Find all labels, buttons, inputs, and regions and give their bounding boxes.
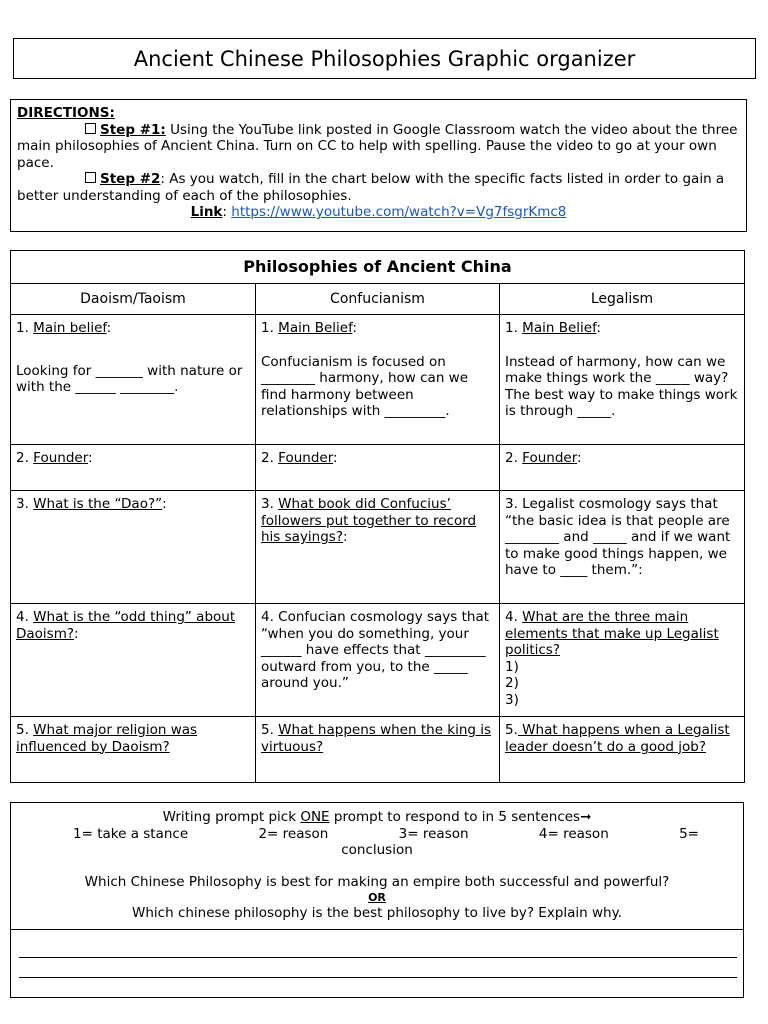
list-item: 1)	[505, 658, 519, 675]
step-2-label: Step #2	[100, 171, 161, 187]
scale-item: 1= take a stance	[73, 825, 189, 842]
prompt-one: ONE	[300, 809, 330, 825]
confucianism-main-belief-cell[interactable]	[256, 315, 500, 445]
column-header-confucianism: Confucianism	[256, 284, 500, 315]
daoism-religion-cell[interactable]	[11, 717, 256, 783]
daoism-main-belief-cell[interactable]	[11, 315, 256, 445]
answer-line[interactable]	[19, 958, 737, 978]
item-label: What is the “odd thing” about Daoism?	[16, 609, 236, 642]
item-label: What book did Confucius’ followers put together to record his sayings?	[261, 496, 477, 545]
step-1	[17, 122, 740, 172]
title-box	[13, 38, 756, 79]
item-label: Main Belief	[522, 320, 597, 336]
link-label: Link	[190, 204, 223, 220]
legalism-founder-cell[interactable]	[500, 445, 745, 491]
link-separator: :	[222, 204, 232, 220]
item-colon: :	[577, 450, 582, 466]
scale-item: 5=	[679, 825, 699, 842]
item-number: 5.	[16, 722, 34, 738]
item-body: Instead of harmony, how can we make things work the _____ way? The best way to make things work is through _____.	[505, 353, 738, 419]
item-label: Main belief	[33, 320, 107, 336]
confucianism-book-cell[interactable]	[256, 491, 500, 604]
directions-box	[10, 99, 747, 232]
item-label: What major religion was influenced by Daoism?	[16, 722, 198, 755]
checkbox-icon	[85, 123, 96, 134]
item-colon: :	[343, 529, 348, 545]
daoism-founder-cell[interactable]	[11, 445, 256, 491]
column-header-legalism: Legalism	[500, 284, 745, 315]
prompt-text: Writing prompt pick	[162, 809, 301, 825]
scale-item: 2= reason	[258, 825, 329, 842]
item-colon: :	[106, 320, 112, 336]
daoism-dao-cell[interactable]	[11, 491, 256, 604]
item-number: 4.	[16, 609, 34, 625]
answer-line[interactable]	[19, 938, 737, 958]
item-number: 5.	[261, 722, 279, 738]
item-colon: :	[74, 625, 79, 642]
item-number: 1.	[505, 320, 523, 336]
directions-heading: DIRECTIONS:	[17, 105, 115, 121]
item-label: What happens when a Legalist leader doesn’t do a good job?	[505, 722, 730, 755]
item-number: 2.	[505, 450, 523, 466]
scale-item: 3= reason	[398, 825, 469, 842]
item-number: 5.	[505, 722, 518, 738]
checkbox-icon	[85, 172, 96, 183]
sentence-scale	[11, 826, 743, 843]
item-body: 4. Confucian cosmology says that “when you do something, your ______ have effects that _________ outward from you, to the _____ around you.”	[261, 609, 490, 691]
link-line	[17, 204, 740, 221]
scale-conclusion: conclusion	[341, 842, 413, 858]
item-label: Founder	[522, 450, 578, 466]
item-body: 3. Legalist cosmology says that “the basic idea is that people are ________ and _____ and if we want to make good things happen, we have to ____ them.”:	[505, 496, 731, 578]
list-item: 3)	[505, 691, 519, 708]
item-number: 3.	[261, 496, 279, 512]
writing-prompt-box	[10, 802, 744, 998]
youtube-link[interactable]: https://www.youtube.com/watch?v=Vg7fsgrKmc8	[231, 204, 567, 220]
step-2-text: : As you watch, fill in the chart below with the specific facts listed in order to gain a better understanding of each of the philosophies.	[17, 171, 725, 204]
confucianism-founder-cell[interactable]	[256, 445, 500, 491]
item-label: Founder	[33, 450, 89, 466]
item-number: 3.	[16, 496, 34, 512]
item-body: Confucianism is focused on ________ harmony, how can we find harmony between relationships with _________.	[261, 353, 469, 419]
list-item: 2)	[505, 675, 519, 691]
item-number: 2.	[261, 450, 279, 466]
item-number: 1.	[261, 320, 279, 336]
item-colon: :	[88, 450, 93, 466]
item-colon: :	[162, 496, 167, 512]
or-separator: OR	[368, 891, 386, 904]
confucianism-cosmology-cell[interactable]	[256, 604, 500, 717]
prompt-instruction	[11, 809, 743, 826]
prompt-question-2: Which chinese philosophy is the best philosophy to live by? Explain why.	[132, 904, 622, 921]
legalism-elements-cell[interactable]	[500, 604, 745, 717]
answer-line[interactable]	[19, 978, 737, 998]
prompt-text: prompt to respond to in 5 sentences➞	[329, 809, 592, 825]
legalism-cosmology-cell[interactable]	[500, 491, 745, 604]
column-header-daoism: Daoism/Taoism	[11, 284, 256, 315]
prompt-question-1: Which Chinese Philosophy is best for making an empire both successful and powerful?	[84, 873, 670, 890]
page-title: Ancient Chinese Philosophies Graphic organizer	[133, 46, 636, 71]
confucianism-virtuous-king-cell[interactable]	[256, 717, 500, 783]
item-label: What happens when the king is virtuous?	[261, 722, 492, 755]
step-2	[17, 171, 740, 204]
item-colon: :	[596, 320, 601, 336]
scale-item: 4= reason	[538, 825, 609, 842]
step-1-text: Using the YouTube link posted in Google Classroom watch the video about the three main philosophies of Ancient China. Turn on CC to help with spelling. Pause the video to go at your own pace.	[17, 121, 738, 171]
chart-title: Philosophies of Ancient China	[11, 251, 745, 284]
item-number: 2.	[16, 450, 34, 466]
item-number: 4.	[505, 609, 523, 625]
legalism-main-belief-cell[interactable]	[500, 315, 745, 445]
item-colon: :	[352, 320, 357, 336]
item-body: Looking for _______ with nature or with the ______ ________.	[16, 362, 243, 395]
item-label: What is the “Dao?”	[33, 496, 163, 512]
philosophies-chart	[10, 250, 745, 783]
answer-area[interactable]	[11, 929, 743, 998]
step-1-label: Step #1:	[100, 121, 166, 138]
item-number: 1.	[16, 320, 34, 336]
legalism-bad-leader-cell[interactable]	[500, 717, 745, 783]
item-label: What are the three main elements that make up Legalist politics?	[505, 609, 719, 658]
daoism-odd-thing-cell[interactable]	[11, 604, 256, 717]
item-colon: :	[333, 450, 338, 466]
item-label: Founder	[278, 450, 334, 466]
item-label: Main Belief	[278, 320, 353, 336]
